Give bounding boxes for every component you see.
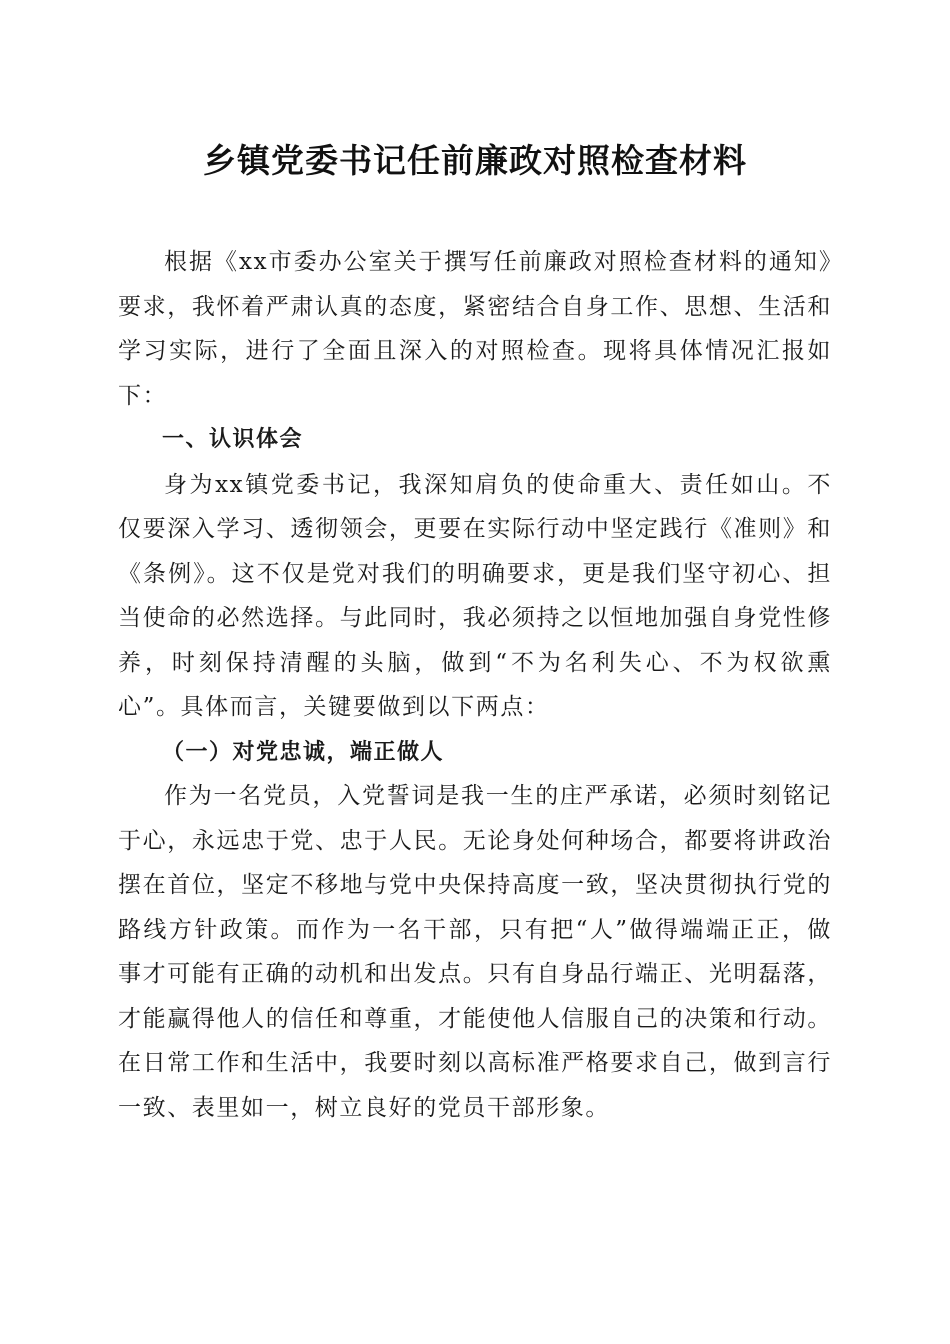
intro-paragraph: 根据《xx市委办公室关于撰写任前廉政对照检查材料的通知》要求，我怀着严肃认真的态度，紧密结合自身工作、思想、生活和学习实际，进行了全面且深入的对照检查。现将具体情况汇报如下： — [118, 249, 832, 409]
section-heading-awareness: 一、认识体会 — [162, 427, 304, 452]
document-body — [118, 240, 832, 1130]
document-title: 乡镇党委书记任前廉政对照检查材料 — [203, 141, 747, 180]
subsection-heading-loyalty: （一）对党忠诚，端正做人 — [162, 738, 445, 765]
section-paragraph-awareness: 身为xx镇党委书记，我深知肩负的使命重大、责任如山。不仅要深入学习、透彻领会，更要在实际行动中坚定践行《准则》和《条例》。这不仅是党对我们的明确要求，更是我们坚守初心、担当使命的必然选择。与此同时，我必须持之以恒地加强自身党性修养，时刻保持清醒的头脑，做到“不为名利失心、不为权欲熏心”。具体而言，关键要做到以下两点： — [118, 471, 832, 720]
subsection-paragraph-loyalty: 作为一名党员，入党誓词是我一生的庄严承诺，必须时刻铭记于心，永远忠于党、忠于人民。无论身处何种场合，都要将讲政治摆在首位，坚定不移地与党中央保持高度一致，坚决贯彻执行党的路线方针政策。而作为一名干部，只有把“人”做得端端正正，做事才可能有正确的动机和出发点。只有自身品行端正、光明磊落，才能赢得他人的信任和尊重，才能使他人信服自己的决策和行动。在日常工作和生活中，我要时刻以高标准严格要求自己，做到言行一致、表里如一，树立良好的党员干部形象。 — [118, 783, 832, 1121]
